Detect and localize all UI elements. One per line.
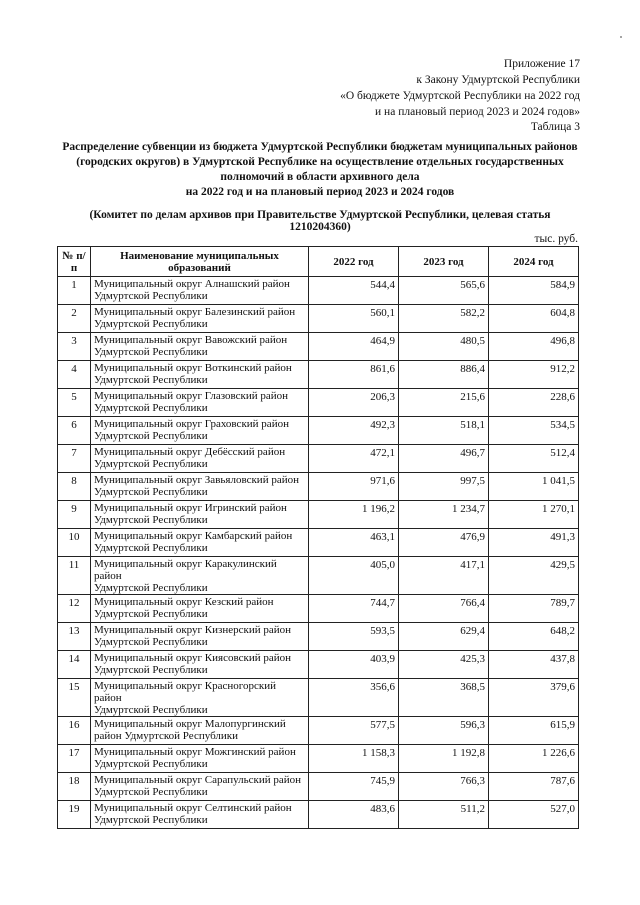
value-text: 582,2 xyxy=(460,307,485,319)
table-row xyxy=(58,801,579,829)
row-number-text: 18 xyxy=(68,775,80,787)
value-2023 xyxy=(399,557,489,595)
municipality-name xyxy=(91,389,309,417)
row-number xyxy=(58,745,91,773)
municipality-name-line: Муниципальный округ Сарапульский район xyxy=(94,774,302,786)
row-number-text: 12 xyxy=(68,597,80,609)
table-row xyxy=(58,745,579,773)
municipality-name-line: Удмуртской Республики xyxy=(94,664,208,676)
municipality-name-line: Муниципальный округ Воткинский район xyxy=(94,362,292,374)
municipality-name xyxy=(91,623,309,651)
municipality-name-line: Удмуртской Республики xyxy=(94,318,208,330)
municipality-name xyxy=(91,445,309,473)
title-line: на 2022 год и на плановый период 2023 и 2024 годов xyxy=(185,186,455,198)
header-name-line: Наименование муниципальных xyxy=(120,249,279,262)
value-2023 xyxy=(399,361,489,389)
header-num: № п/п xyxy=(58,247,91,277)
value-text: 766,3 xyxy=(460,775,485,787)
value-text: 787,6 xyxy=(550,775,575,787)
municipality-name xyxy=(91,801,309,829)
value-text: 766,4 xyxy=(460,597,485,609)
municipality-name xyxy=(91,717,309,745)
value-2024 xyxy=(489,361,579,389)
value-2024 xyxy=(489,773,579,801)
row-number xyxy=(58,417,91,445)
value-2022 xyxy=(309,333,399,361)
table-row xyxy=(58,305,579,333)
row-number-text: 5 xyxy=(71,391,77,403)
value-2023 xyxy=(399,679,489,717)
municipality-name-line: Удмуртской Республики xyxy=(94,486,208,498)
municipality-name xyxy=(91,333,309,361)
municipality-name-line: Муниципальный округ Граховский район xyxy=(94,418,289,430)
value-2023 xyxy=(399,717,489,745)
table-row xyxy=(58,651,579,679)
value-text: 886,4 xyxy=(460,363,485,375)
value-text: 492,3 xyxy=(370,419,395,431)
table-row xyxy=(58,717,579,745)
row-number-text: 3 xyxy=(71,335,77,347)
value-2024 xyxy=(489,623,579,651)
value-text: 565,6 xyxy=(460,279,485,291)
value-2024 xyxy=(489,529,579,557)
value-text: 379,6 xyxy=(550,681,575,693)
municipality-name-line: Удмуртской Республики xyxy=(94,704,208,716)
municipality-name-line: Муниципальный округ Кизнерский район xyxy=(94,624,292,636)
municipality-name-line: Муниципальный округ Киясовский район xyxy=(94,652,292,664)
value-2022 xyxy=(309,595,399,623)
value-text: 593,5 xyxy=(370,625,395,637)
value-2023 xyxy=(399,623,489,651)
row-number-text: 19 xyxy=(68,803,80,815)
value-text: 417,1 xyxy=(460,559,485,571)
document-subtitle: (Комитет по делам архивов при Правительстве Удмуртской Республики, целевая статья 1210204360) xyxy=(89,209,551,233)
value-text: 425,3 xyxy=(460,653,485,665)
municipality-name xyxy=(91,595,309,623)
municipality-name-line: Удмуртской Республики xyxy=(94,374,208,386)
header-name-line: образований xyxy=(168,261,231,274)
value-2022 xyxy=(309,651,399,679)
value-2022 xyxy=(309,417,399,445)
table-row xyxy=(58,389,579,417)
row-number-text: 8 xyxy=(71,475,77,487)
municipality-name-line: Муниципальный округ Можгинский район xyxy=(94,746,296,758)
row-number xyxy=(58,801,91,829)
value-text: 1 196,2 xyxy=(362,503,395,515)
municipality-name-line: Муниципальный округ Кезский район xyxy=(94,596,274,608)
value-text: 584,9 xyxy=(550,279,575,291)
municipality-name-line: Муниципальный округ Красногорский район xyxy=(94,680,277,704)
value-text: 971,6 xyxy=(370,475,395,487)
municipality-name-line: Муниципальный округ Балезинский район xyxy=(94,306,296,318)
municipality-name xyxy=(91,679,309,717)
municipality-name-line: Удмуртской Республики xyxy=(94,608,208,620)
appendix-line: «О бюджете Удмуртской Республики на 2022 год xyxy=(340,90,580,102)
value-2022 xyxy=(309,473,399,501)
value-text: 518,1 xyxy=(460,419,485,431)
value-2023 xyxy=(399,529,489,557)
municipality-name-line: Удмуртской Республики xyxy=(94,542,208,554)
value-2024 xyxy=(489,651,579,679)
row-number xyxy=(58,389,91,417)
row-number xyxy=(58,333,91,361)
value-2022 xyxy=(309,801,399,829)
value-2022 xyxy=(309,529,399,557)
value-text: 476,9 xyxy=(460,531,485,543)
value-2024 xyxy=(489,679,579,717)
table-row xyxy=(58,473,579,501)
municipality-name xyxy=(91,773,309,801)
table-row xyxy=(58,679,579,717)
value-text: 512,4 xyxy=(550,447,575,459)
row-number-text: 9 xyxy=(71,503,77,515)
value-2023 xyxy=(399,501,489,529)
value-2023 xyxy=(399,445,489,473)
municipality-name-line: Муниципальный округ Камбарский район xyxy=(94,530,293,542)
value-2023 xyxy=(399,417,489,445)
municipality-name-line: район Удмуртской Республики xyxy=(94,730,238,742)
value-2022 xyxy=(309,501,399,529)
value-text: 405,0 xyxy=(370,559,395,571)
value-2024 xyxy=(489,801,579,829)
appendix-line: к Закону Удмуртской Республики xyxy=(416,74,580,86)
value-2023 xyxy=(399,305,489,333)
value-text: 560,1 xyxy=(370,307,395,319)
value-text: 1 041,5 xyxy=(542,475,575,487)
row-number xyxy=(58,679,91,717)
value-2022 xyxy=(309,717,399,745)
value-2023 xyxy=(399,277,489,305)
value-2022 xyxy=(309,389,399,417)
municipality-name xyxy=(91,473,309,501)
value-text: 403,9 xyxy=(370,653,395,665)
municipality-name-line: Муниципальный округ Игринский район xyxy=(94,502,287,514)
row-number xyxy=(58,529,91,557)
value-text: 491,3 xyxy=(550,531,575,543)
municipality-name-line: Муниципальный округ Малопургинский xyxy=(94,718,286,730)
row-number xyxy=(58,277,91,305)
table-row xyxy=(58,595,579,623)
table-row xyxy=(58,501,579,529)
value-2024 xyxy=(489,745,579,773)
value-2023 xyxy=(399,389,489,417)
row-number xyxy=(58,623,91,651)
value-text: 527,0 xyxy=(550,803,575,815)
municipality-name-line: Муниципальный округ Глазовский район xyxy=(94,390,289,402)
document-title xyxy=(60,140,580,200)
header-2022: 2022 год xyxy=(309,247,399,277)
value-2023 xyxy=(399,651,489,679)
table-row xyxy=(58,333,579,361)
value-2024 xyxy=(489,473,579,501)
header-2023: 2023 год xyxy=(399,247,489,277)
value-2024 xyxy=(489,277,579,305)
title-line: полномочий в области архивного дела xyxy=(220,171,420,183)
value-text: 745,9 xyxy=(370,775,395,787)
value-text: 206,3 xyxy=(370,391,395,403)
value-text: 368,5 xyxy=(460,681,485,693)
value-text: 1 158,3 xyxy=(362,747,395,759)
municipality-name xyxy=(91,417,309,445)
table-row xyxy=(58,773,579,801)
value-text: 861,6 xyxy=(370,363,395,375)
row-number xyxy=(58,773,91,801)
municipality-name-line: Удмуртской Республики xyxy=(94,430,208,442)
row-number xyxy=(58,651,91,679)
value-2024 xyxy=(489,557,579,595)
municipality-name-line: Удмуртской Республики xyxy=(94,786,208,798)
value-text: 483,6 xyxy=(370,803,395,815)
row-number-text: 1 xyxy=(71,279,77,291)
table-row xyxy=(58,417,579,445)
value-2024 xyxy=(489,595,579,623)
value-text: 534,5 xyxy=(550,419,575,431)
row-number xyxy=(58,473,91,501)
value-text: 629,4 xyxy=(460,625,485,637)
municipality-name-line: Удмуртской Республики xyxy=(94,758,208,770)
title-line: (городских округов) в Удмуртской Республике на осуществление отдельных государственных xyxy=(76,156,564,168)
value-text: 496,7 xyxy=(460,447,485,459)
value-text: 472,1 xyxy=(370,447,395,459)
value-2024 xyxy=(489,305,579,333)
value-2022 xyxy=(309,445,399,473)
appendix-line: и на плановый период 2023 и 2024 годов» xyxy=(375,106,580,118)
subvention-table xyxy=(57,246,579,829)
value-2022 xyxy=(309,679,399,717)
value-text: 912,2 xyxy=(550,363,575,375)
municipality-name xyxy=(91,557,309,595)
municipality-name-line: Муниципальный округ Алнашский район xyxy=(94,278,290,290)
units-label: тыс. руб. xyxy=(534,233,578,245)
value-text: 1 270,1 xyxy=(542,503,575,515)
value-2024 xyxy=(489,717,579,745)
municipality-name xyxy=(91,305,309,333)
municipality-name-line: Удмуртской Республики xyxy=(94,636,208,648)
municipality-name-line: Удмуртской Республики xyxy=(94,458,208,470)
value-text: 577,5 xyxy=(370,719,395,731)
municipality-name xyxy=(91,277,309,305)
municipality-name-line: Муниципальный округ Вавожский район xyxy=(94,334,288,346)
value-2024 xyxy=(489,445,579,473)
value-text: 228,6 xyxy=(550,391,575,403)
row-number xyxy=(58,305,91,333)
header-2024: 2024 год xyxy=(489,247,579,277)
table-header-row xyxy=(58,247,579,277)
municipality-name-line: Удмуртской Республики xyxy=(94,290,208,302)
value-text: 648,2 xyxy=(550,625,575,637)
value-2024 xyxy=(489,333,579,361)
municipality-name-line: Удмуртской Республики xyxy=(94,402,208,414)
value-2022 xyxy=(309,773,399,801)
value-text: 1 192,8 xyxy=(452,747,485,759)
table-row xyxy=(58,277,579,305)
municipality-name-line: Удмуртской Республики xyxy=(94,346,208,358)
value-2023 xyxy=(399,473,489,501)
municipality-name-line: Муниципальный округ Дебёсский район xyxy=(94,446,286,458)
municipality-name-line: Удмуртской Республики xyxy=(94,814,208,826)
municipality-name xyxy=(91,361,309,389)
value-text: 480,5 xyxy=(460,335,485,347)
row-number-text: 17 xyxy=(68,747,80,759)
value-text: 1 226,6 xyxy=(542,747,575,759)
value-2024 xyxy=(489,501,579,529)
value-text: 744,7 xyxy=(370,597,395,609)
value-text: 604,8 xyxy=(550,307,575,319)
value-text: 615,9 xyxy=(550,719,575,731)
value-text: 463,1 xyxy=(370,531,395,543)
row-number xyxy=(58,501,91,529)
row-number-text: 11 xyxy=(68,559,80,571)
row-number xyxy=(58,717,91,745)
municipality-name-line: Удмуртской Республики xyxy=(94,582,208,594)
row-number-text: 2 xyxy=(71,307,77,319)
municipality-name-line: Муниципальный округ Селтинский район xyxy=(94,802,292,814)
value-text: 1 234,7 xyxy=(452,503,485,515)
value-2022 xyxy=(309,361,399,389)
table-row xyxy=(58,445,579,473)
row-number-text: 15 xyxy=(68,681,80,693)
row-number-text: 16 xyxy=(68,719,80,731)
value-2023 xyxy=(399,745,489,773)
value-text: 215,6 xyxy=(460,391,485,403)
table-number: Таблица 3 xyxy=(530,121,580,133)
row-number-text: 14 xyxy=(68,653,80,665)
row-number xyxy=(58,361,91,389)
table-row xyxy=(58,623,579,651)
municipality-name xyxy=(91,651,309,679)
value-2024 xyxy=(489,389,579,417)
header-name xyxy=(91,247,309,277)
value-2022 xyxy=(309,557,399,595)
title-line: Распределение субвенции из бюджета Удмуртской Республики бюджетам муниципальных районов xyxy=(62,141,578,153)
value-text: 544,4 xyxy=(370,279,395,291)
value-text: 437,8 xyxy=(550,653,575,665)
row-number-text: 4 xyxy=(71,363,77,375)
appendix-line: Приложение 17 xyxy=(503,58,580,70)
municipality-name xyxy=(91,501,309,529)
value-2022 xyxy=(309,277,399,305)
municipality-name-line: Муниципальный округ Завьяловский район xyxy=(94,474,299,486)
appendix-header xyxy=(340,56,580,120)
value-text: 356,6 xyxy=(370,681,395,693)
municipality-name xyxy=(91,745,309,773)
table-row xyxy=(58,529,579,557)
value-2022 xyxy=(309,305,399,333)
municipality-name-line: Удмуртской Республики xyxy=(94,514,208,526)
value-text: 464,9 xyxy=(370,335,395,347)
value-text: 596,3 xyxy=(460,719,485,731)
row-number xyxy=(58,595,91,623)
value-2022 xyxy=(309,623,399,651)
value-2024 xyxy=(489,417,579,445)
row-number-text: 6 xyxy=(71,419,77,431)
row-number-text: 10 xyxy=(68,531,80,543)
table-body xyxy=(58,277,579,829)
municipality-name xyxy=(91,529,309,557)
value-text: 496,8 xyxy=(550,335,575,347)
municipality-name-line: Муниципальный округ Каракулинский район xyxy=(94,558,277,582)
row-number xyxy=(58,557,91,595)
scan-speck xyxy=(620,36,622,38)
value-2022 xyxy=(309,745,399,773)
value-text: 789,7 xyxy=(550,597,575,609)
value-text: 997,5 xyxy=(460,475,485,487)
value-2023 xyxy=(399,801,489,829)
table-row xyxy=(58,557,579,595)
value-2023 xyxy=(399,333,489,361)
value-2023 xyxy=(399,773,489,801)
row-number-text: 13 xyxy=(68,625,80,637)
table-row xyxy=(58,361,579,389)
value-2023 xyxy=(399,595,489,623)
row-number-text: 7 xyxy=(71,447,77,459)
row-number xyxy=(58,445,91,473)
value-text: 429,5 xyxy=(550,559,575,571)
value-text: 511,2 xyxy=(460,803,485,815)
